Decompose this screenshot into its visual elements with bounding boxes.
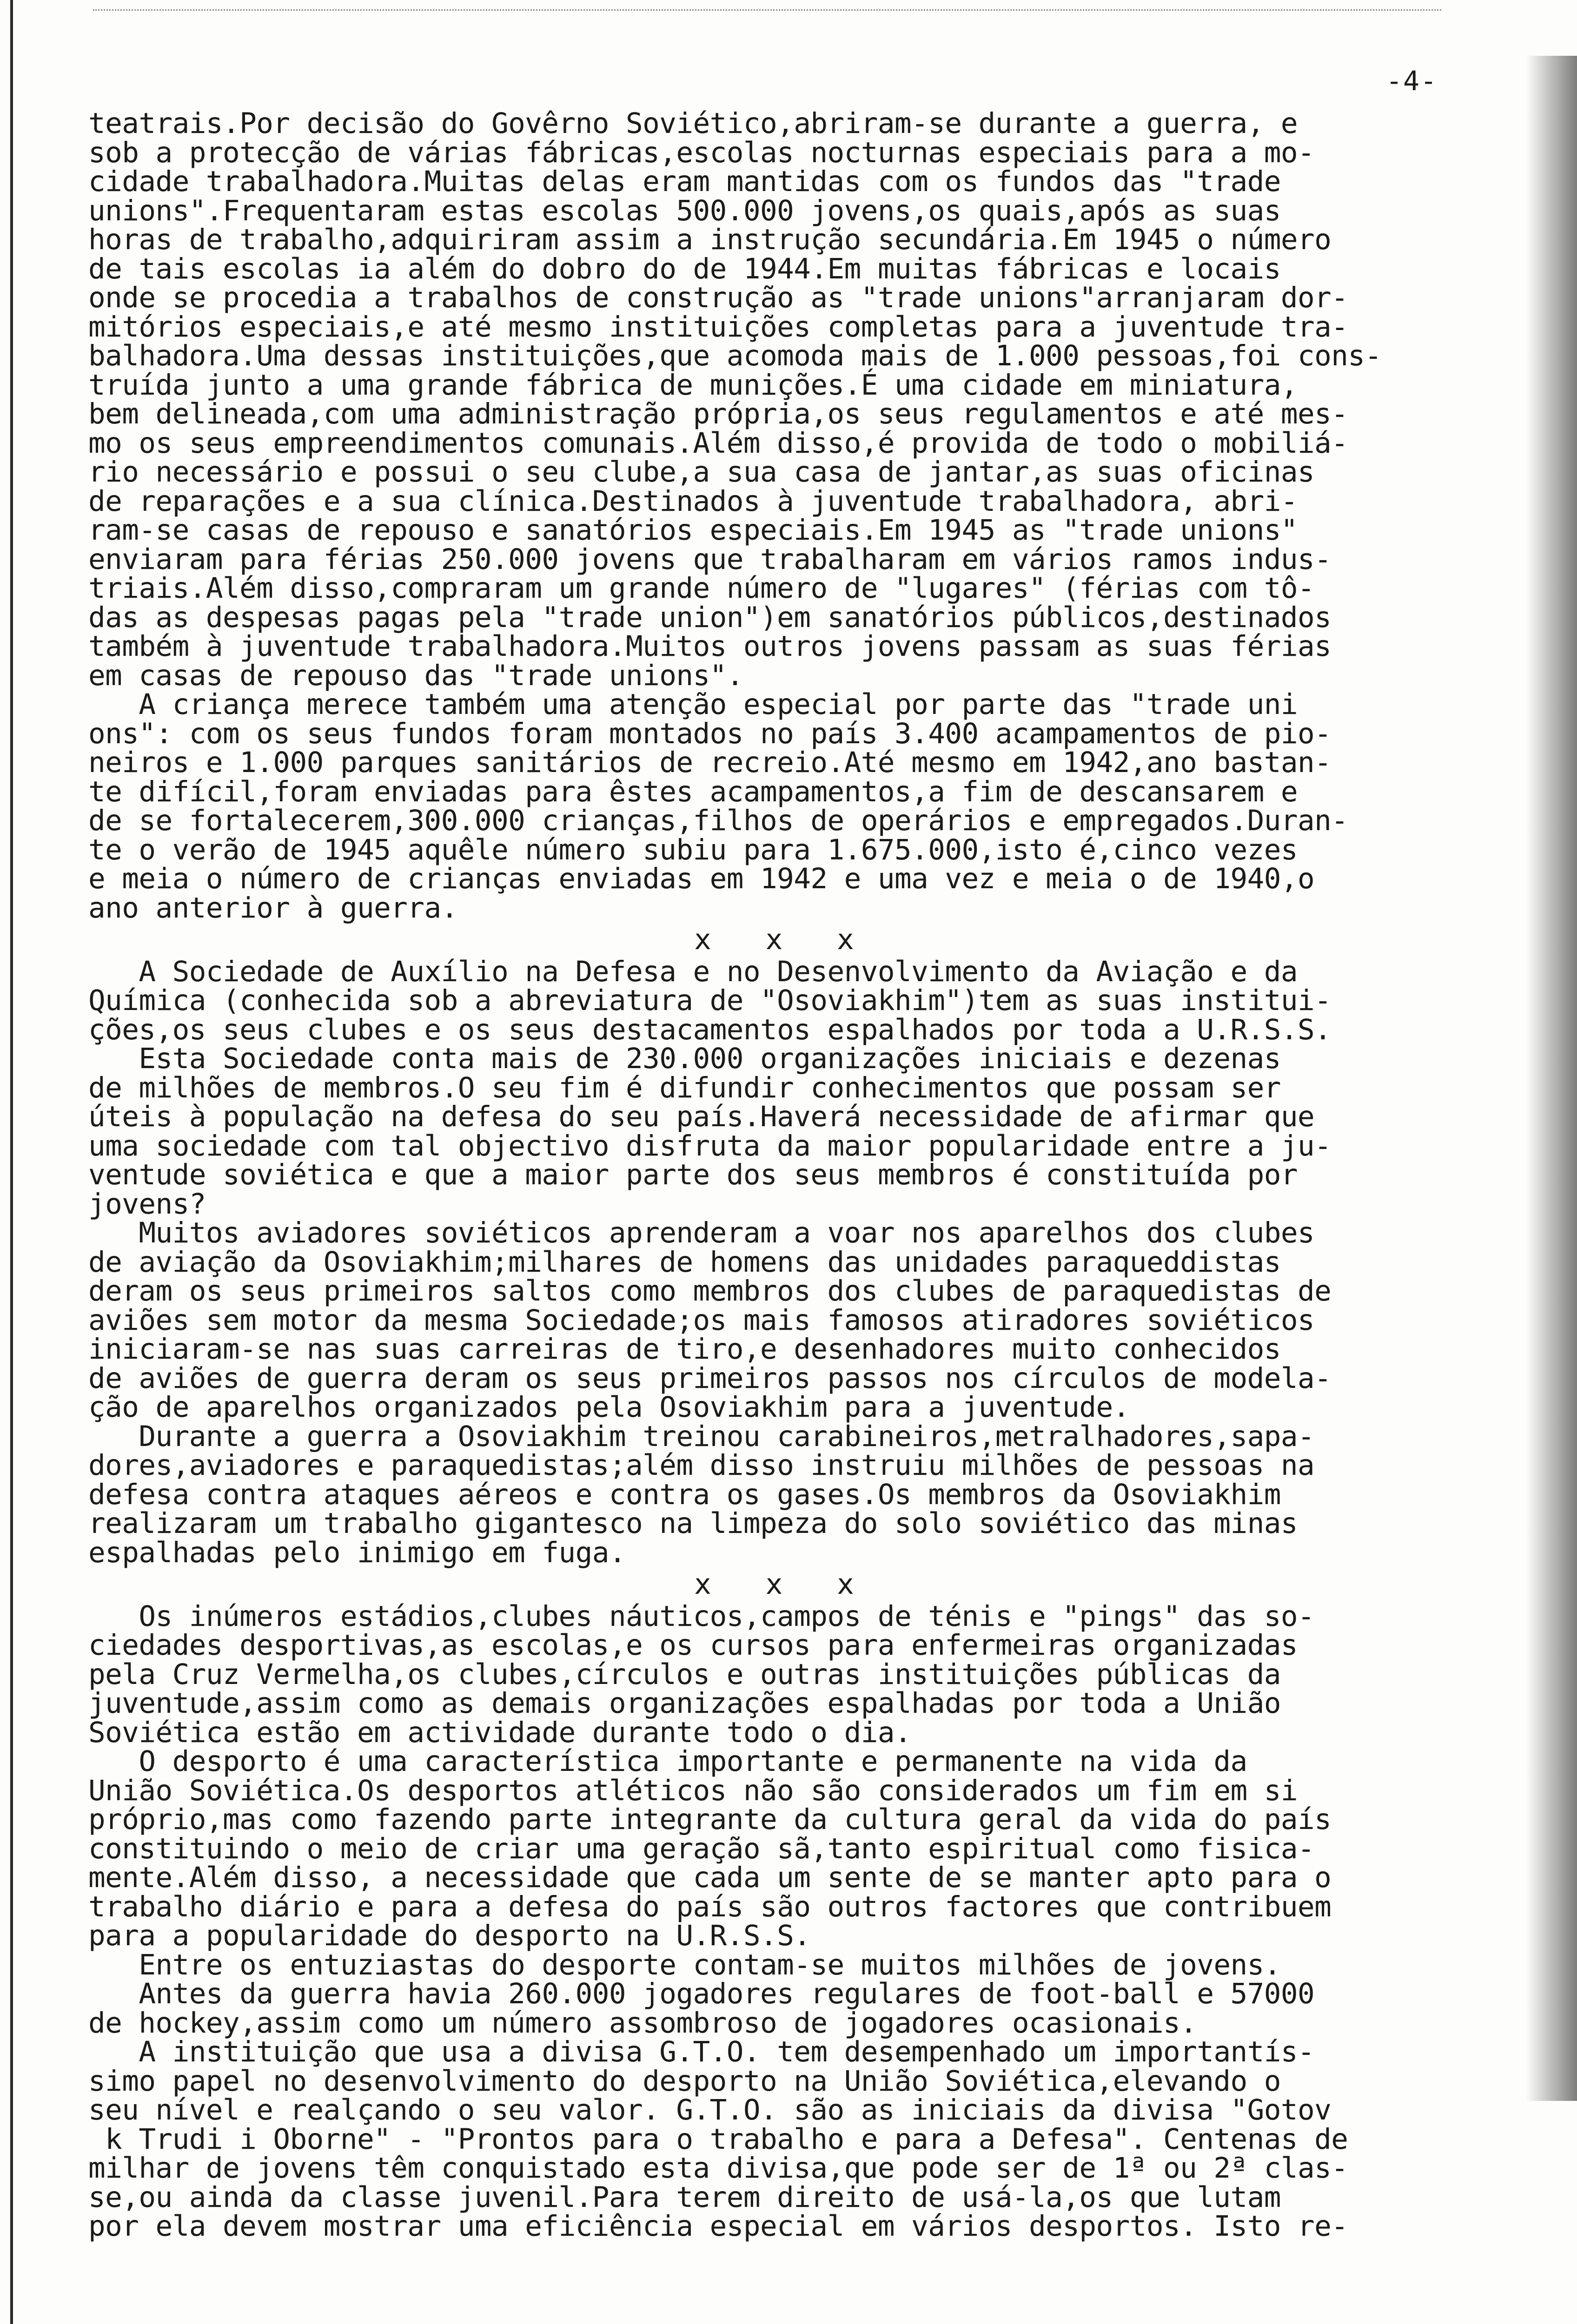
- text-line: dores,aviadores e paraquedistas;além disso instruiu milhões de pessoas na: [88, 1449, 1315, 1482]
- text-line: horas de trabalho,adquiriram assim a instrução secundária.Em 1945 o número: [88, 223, 1332, 256]
- text-line: te o verão de 1945 aquêle número subiu para 1.675.000,isto é,cinco vezes: [88, 833, 1298, 866]
- text-line: também à juventude trabalhadora.Muitos outros jovens passam as suas férias: [88, 630, 1332, 663]
- text-line: ciedades desportivas,as escolas,e os cursos para enfermeiras organizadas: [88, 1629, 1298, 1662]
- section-separator: x x x: [694, 923, 873, 956]
- text-line: de milhões de membros.O seu fim é difundir conhecimentos que possam ser: [88, 1071, 1281, 1104]
- paragraph: [88, 1044, 1478, 1219]
- text-line: por ela devem mostrar uma eficiência especial em vários desportos. Isto re-: [88, 2210, 1348, 2243]
- text-line: bem delineada,com uma administração própria,os seus regulamentos e até mes-: [88, 397, 1348, 430]
- text-line: truída junto a uma grande fábrica de munições.É uma cidade em miniatura,: [88, 368, 1298, 402]
- scan-edge-shadow: [1526, 56, 1577, 2101]
- paragraph: [88, 2035, 1478, 2243]
- text-line: Os inúmeros estádios,clubes náuticos,campos de ténis e "pings" das so-: [88, 1599, 1315, 1633]
- text-line: juventude,assim como as demais organizações espalhadas por toda a União: [88, 1687, 1281, 1720]
- paragraph: [88, 1216, 1478, 1424]
- text-line: unions".Frequentaram estas escolas 500.000 jovens,os quais,após as suas: [88, 194, 1281, 227]
- text-line: defesa contra ataques aéreos e contra os gases.Os membros da Osoviakhim: [88, 1478, 1281, 1511]
- text-line: de reparações e a sua clínica.Destinados à juventude trabalhadora, abri-: [88, 484, 1298, 518]
- text-line: das as despesas pagas pela "trade union")em sanatórios públicos,destinados: [88, 601, 1332, 634]
- text-line: Durante a guerra a Osoviakhim treinou carabineiros,metralhadores,sapa-: [88, 1419, 1315, 1453]
- text-line: teatrais.Por decisão do Govêrno Soviético,abriram-se durante a guerra, e: [88, 107, 1298, 140]
- text-line: onde se procedia a trabalhos de construção as "trade unions"arranjaram dor-: [88, 281, 1348, 314]
- text-line: balhadora.Uma dessas instituições,que acomoda mais de 1.000 pessoas,foi cons-: [88, 339, 1382, 372]
- text-line: seu nível e realçando o seu valor. G.T.O. são as iniciais da divisa "Gotov: [88, 2093, 1332, 2126]
- text-line: mente.Além disso, a necessidade que cada um sente de se manter apto para o: [88, 1861, 1332, 1894]
- text-line: pela Cruz Vermelha,os clubes,círculos e outras instituições públicas da: [88, 1657, 1281, 1691]
- text-line: constituindo o meio de criar uma geração sã,tanto espiritual como fisica-: [88, 1832, 1315, 1865]
- paragraph: [88, 1599, 1478, 1749]
- text-line: k Trudi i Oborne" - "Prontos para o trabalho e para a Defesa". Centenas de: [88, 2122, 1348, 2156]
- text-line: úteis à população na defesa do seu país.Haverá necessidade de afirmar que: [88, 1100, 1315, 1133]
- paragraph: [88, 1419, 1478, 1569]
- paragraph: [88, 1948, 1478, 1981]
- text-line: deram os seus primeiros saltos como membros dos clubes de paraquedistas de: [88, 1274, 1332, 1307]
- scan-top-noise: [93, 9, 1441, 29]
- text-line: ção de aparelhos organizados pela Osoviakhim para a juventude.: [88, 1391, 1130, 1424]
- paragraph: [88, 957, 1478, 1045]
- paragraph: [88, 109, 1478, 690]
- text-line: ções,os seus clubes e os seus destacamentos espalhados por toda a U.R.S.S.: [88, 1013, 1332, 1046]
- text-line: Entre os entuziastas do desporte contam-se muitos milhões de jovens.: [88, 1948, 1281, 1981]
- text-line: ano anterior à guerra.: [88, 891, 458, 924]
- text-line: jovens?: [88, 1187, 206, 1221]
- text-line: Esta Sociedade conta mais de 230.000 organizações iniciais e dezenas: [88, 1042, 1281, 1075]
- text-line: Soviética estão em actividade durante todo o dia.: [88, 1716, 912, 1749]
- text-line: mitórios especiais,e até mesmo instituições completas para a juventude tra-: [88, 310, 1348, 343]
- text-line: Antes da guerra havia 260.000 jogadores regulares de foot-ball e 57000: [88, 1977, 1315, 2010]
- text-line: de hockey,assim como um número assombroso de jogadores ocasionais.: [88, 2006, 1197, 2040]
- text-line: União Soviética.Os desportos atléticos não são considerados um fim em si: [88, 1774, 1298, 1807]
- text-line: de aviões de guerra deram os seus primeiros passos nos círculos de modela-: [88, 1361, 1332, 1395]
- text-line: A Sociedade de Auxílio na Defesa e no Desenvolvimento da Aviação e da: [88, 955, 1298, 988]
- text-line: se,ou ainda da classe juvenil.Para terem direito de usá-la,os que lutam: [88, 2180, 1281, 2214]
- text-line: ventude soviética e que a maior parte dos seus membros é constituída por: [88, 1158, 1298, 1191]
- page-number: -4-: [1386, 65, 1438, 97]
- page-border-left: [10, 0, 13, 2324]
- document-body: [88, 109, 1478, 2241]
- text-line: de se fortalecerem,300.000 crianças,filhos de operários e empregados.Duran-: [88, 804, 1348, 837]
- text-line: A criança merece também uma atenção especial por parte das "trade uni: [88, 688, 1298, 721]
- text-line: milhar de jovens têm conquistado esta divisa,que pode ser de 1ª ou 2ª clas-: [88, 2152, 1348, 2185]
- text-line: e meia o número de crianças enviadas em 1942 e uma vez e meia o de 1940,o: [88, 862, 1315, 895]
- text-line: O desporto é uma característica importante e permanente na vida da: [88, 1745, 1247, 1778]
- paragraph: [88, 1977, 1478, 2040]
- text-line: sob a protecção de várias fábricas,escolas nocturnas especiais para a mo-: [88, 136, 1315, 169]
- text-line: neiros e 1.000 parques sanitários de recreio.Até mesmo em 1942,ano bastan-: [88, 746, 1332, 779]
- section-separator: x x x: [694, 1568, 873, 1601]
- text-line: próprio,mas como fazendo parte integrante da cultura geral da vida do país: [88, 1803, 1332, 1836]
- text-line: de aviação da Osoviakhim;milhares de homens das unidades paraqueddistas: [88, 1245, 1281, 1279]
- text-line: A instituição que usa a divisa G.T.O. tem desempenhado um importantís-: [88, 2035, 1315, 2068]
- text-line: espalhadas pelo inimigo em fuga.: [88, 1536, 626, 1569]
- text-line: para a popularidade do desporto na U.R.S.S.: [88, 1919, 811, 1952]
- paragraph: [88, 1747, 1478, 1951]
- text-line: rio necessário e possui o seu clube,a sua casa de jantar,as suas oficinas: [88, 456, 1315, 489]
- text-line: ons": com os seus fundos foram montados no país 3.400 acampamentos de pio-: [88, 717, 1332, 750]
- text-line: realizaram um trabalho gigantesco na limpeza do solo soviético das minas: [88, 1507, 1298, 1540]
- text-line: em casas de repouso das "trade unions".: [88, 659, 743, 692]
- text-line: de tais escolas ia além do dobro do de 1944.Em muitas fábricas e locais: [88, 252, 1281, 285]
- text-line: trabalho diário e para a defesa do país são outros factores que contribuem: [88, 1890, 1332, 1923]
- text-line: enviaram para férias 250.000 jovens que trabalharam em vários ramos indus-: [88, 542, 1332, 576]
- text-line: ram-se casas de repouso e sanatórios especiais.Em 1945 as "trade unions": [88, 514, 1298, 547]
- text-line: Química (conhecida sob a abreviatura de "Osoviakhim")tem as suas institui-: [88, 984, 1332, 1017]
- text-line: cidade trabalhadora.Muitas delas eram mantidas com os fundos das "trade: [88, 165, 1281, 198]
- text-line: uma sociedade com tal objectivo disfruta da maior popularidade entre a ju-: [88, 1129, 1332, 1162]
- text-line: iniciaram-se nas suas carreiras de tiro,e desenhadores muito conhecidos: [88, 1333, 1281, 1366]
- paragraph: [88, 690, 1478, 923]
- text-line: triais.Além disso,compraram um grande número de "lugares" (férias com tô-: [88, 572, 1315, 605]
- text-line: simo papel no desenvolvimento do desporto na União Soviética,elevando o: [88, 2064, 1281, 2098]
- text-line: aviões sem motor da mesma Sociedade;os mais famosos atiradores soviéticos: [88, 1303, 1315, 1337]
- text-line: te difícil,foram enviadas para êstes acampamentos,a fim de descansarem e: [88, 775, 1298, 808]
- text-line: mo os seus empreendimentos comunais.Além disso,é provida de todo o mobiliá-: [88, 426, 1348, 460]
- text-line: Muitos aviadores soviéticos aprenderam a voar nos aparelhos dos clubes: [88, 1216, 1315, 1249]
